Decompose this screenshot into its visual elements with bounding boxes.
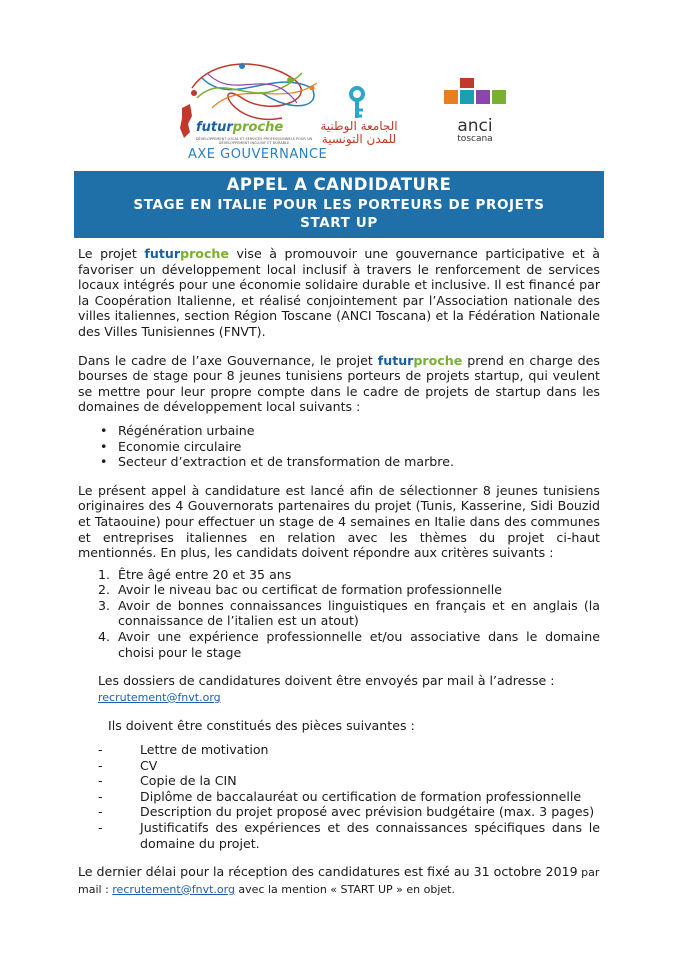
submission-paragraph: Les dossiers de candidatures doivent être envoyés par mail à l’adresse : recrutement@fnvt.org [98, 673, 555, 704]
documents-list [78, 742, 600, 851]
brand-name: futurproche [377, 352, 463, 368]
list-item: - Lettre de motivation [98, 742, 269, 758]
title-banner [74, 171, 604, 238]
documents-intro: Ils doivent être constitués des pièces suivantes : [108, 718, 415, 734]
banner-subtitle-2: START UP [300, 215, 378, 231]
list-item: - Diplôme de baccalauréat ou certification de formation professionnelle [98, 788, 582, 804]
anci-subtitle: toscana [457, 134, 493, 144]
intro-paragraph: Le projet futurproche vise à promouvoir une gouvernance participative et à favoriser un développement local inclusif à travers le renforcement de services locaux intégrés pour une économie solidaire durable et inclusive. Il est financé par la Coopération Italienne, et réalisé conjointement par l’Association nationale des villes italiennes, section Région Toscane (ANCI Toscana) et la Fédération Nationale des Villes Tunisiennes (FNVT). [78, 246, 600, 339]
banner-title: APPEL A CANDIDATURE [226, 175, 452, 194]
list-item: • Régénération urbaine [100, 423, 600, 439]
anci-wordmark: anci [457, 116, 493, 136]
email-link[interactable]: recrutement@fnvt.org [112, 882, 235, 896]
list-item: - Copie de la CIN [98, 773, 237, 789]
logos-header [0, 0, 678, 165]
list-item: - Description du projet proposé avec prévision budgétaire (max. 3 pages) [98, 804, 595, 820]
list-item: 1. Être âgé entre 20 et 35 ans [98, 566, 292, 582]
axe-gouvernance-label: AXE GOUVERNANCE [188, 147, 328, 162]
list-item: 2. Avoir le niveau bac ou certificat de formation professionnelle [98, 582, 502, 598]
criteria-list [78, 567, 600, 661]
domains-list [78, 423, 600, 470]
document-body [78, 246, 600, 897]
futurproche-tagline: DÉVELOPPEMENT LOCAL ET SERVICES PROFESSIONNELS POUR UN DÉVELOPPEMENT INCLUSIF ET DURABLE [195, 137, 313, 145]
list-item: • Secteur d’extraction et de transformation de marbre. [100, 454, 600, 470]
list-item: 4. Avoir une expérience professionnelle et/ou associative dans le domaine choisi pour le stage [98, 629, 600, 660]
brand-name: futurproche [144, 246, 229, 261]
context-paragraph: Dans le cadre de l’axe Gouvernance, le projet futurproche prend en charge des bourses de stage pour 8 jeunes tunisiens porteurs de projets startup, qui veulent se mettre pour leur propre compte dans le cadre de projets de startup dans les domaines de développement local suivants : [78, 352, 600, 415]
futurproche-wordmark: futurproche [196, 120, 284, 135]
list-item: • Economie circulaire [100, 439, 600, 455]
selection-paragraph: Le présent appel à candidature est lancé afin de sélectionner 8 jeunes tunisiens originaires des 4 Gouvernorats partenaires du projet (Tunis, Kasserine, Sidi Bouzid et Tataouine) pour effectuer un stage de 4 semaines en Italie dans des communes et entreprises italiennes en relation avec les thèmes du projet ci-haut mentionnés. En plus, les candidats doivent répondre aux critères suivants : [78, 482, 600, 561]
list-item: - CV [98, 757, 158, 773]
list-item: 3. Avoir de bonnes connaissances linguistiques en français et en anglais (la connaissance de l’italien est un atout) [98, 597, 600, 629]
banner-subtitle: STAGE EN ITALIE POUR LES PORTEURS DE PROJETS [133, 197, 545, 213]
deadline-paragraph: Le dernier délai pour la réception des candidatures est fixé au 31 octobre 2019 par mail : recrutement@fnvt.org avec la mention « START UP » en objet. [78, 864, 600, 896]
list-item: - Justificatifs des expériences et des connaissances spécifiques dans le domaine du projet. [98, 820, 600, 851]
fnvt-arabic-name: الجامعة الوطنية للمدن التونسية [320, 119, 398, 146]
email-link[interactable]: recrutement@fnvt.org [98, 690, 221, 704]
